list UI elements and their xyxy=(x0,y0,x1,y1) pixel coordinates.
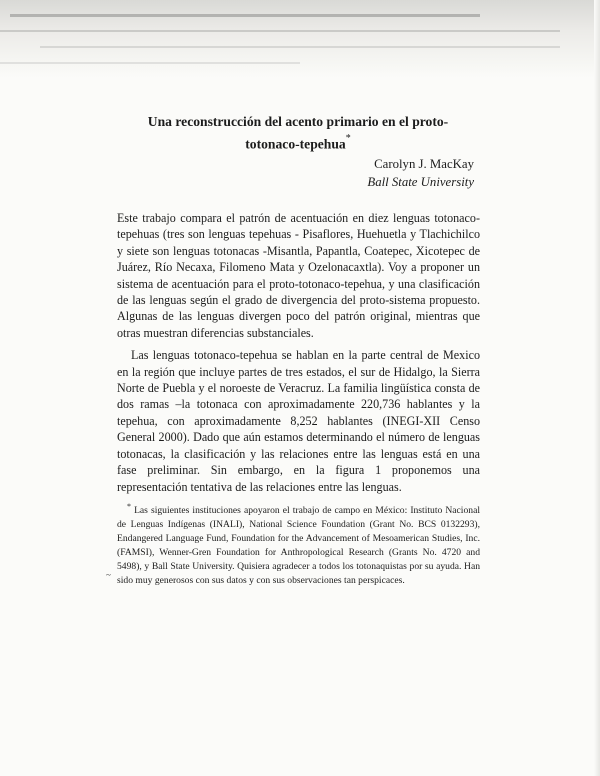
title-line-2: totonaco-tepehua* xyxy=(245,133,351,152)
footnote xyxy=(117,500,480,588)
scan-artifact-line xyxy=(0,30,560,32)
title-line-1: Una reconstrucción del acento primario en el proto- xyxy=(147,114,449,129)
body-text xyxy=(117,210,480,501)
footnote-text: Las siguientes instituciones apoyaron el trabajo de campo en México: Instituto Nacional de Lenguas Indígenas (INALI), National Science Foundation (Grant No. BCS 0132293), Endangered Language Fund, Foundation for the Advancement of Mesoamerican Studies, Inc. (FAMSI), Wenner-Gren Foundation for Anthropological Research (Grants No. 4720 and 5498), y Ball State University. Quisiera agradecer a todos los totonaquistas por su ayuda. Han sido muy generosos con sus datos y con sus observaciones tan perspicaces. xyxy=(117,505,480,587)
author-name: Carolyn J. MacKay xyxy=(374,157,474,171)
paragraph-1: Este trabajo compara el patrón de acentuación en diez lenguas totonaco-tepehuas (tres son lenguas tepehuas - Pisaflores, Huehuetla y Tlachichilco y siete son lenguas totonacas -Misantla, Papantla, Coatepec, Xicotepec de Juárez, Río Necaxa, Filomeno Mata y Ozelonacaxtla). Voy a proponer un sistema de acentuación para el proto-totonaco-tepehua, y una clasificación de las lenguas según el grado de divergencia del proto-sistema propuesto. Algunas de las lenguas divergen poco del patrón original, mientras que otras muestran diferencias substanciales. xyxy=(117,211,480,340)
scan-artifact-line xyxy=(0,62,300,64)
page-edge-shadow xyxy=(594,0,600,776)
footnote-marker-bottom: * xyxy=(127,502,131,511)
scan-artifact-band xyxy=(0,0,600,78)
margin-mark: ~ xyxy=(106,570,111,580)
author-block xyxy=(367,155,474,191)
paper-title xyxy=(118,112,478,154)
scan-artifact-line xyxy=(10,14,480,17)
paragraph-2: Las lenguas totonaco-tepehua se hablan en la parte central de Mexico en la región que incluye partes de tres estados, el sur de Hidalgo, la Sierra Norte de Puebla y el noroeste de Veracruz. La familia lingüística consta de dos ramas –la totonaca con aproximadamente 220,736 hablantes y la tepehua, con aproximadamente 8,252 hablantes (INEGI-XII Censo General 2000). Dado que aún estamos determinando el número de lenguas totonacas, la clasificación y las relaciones entre las lenguas está en una fase preliminar. Sin embargo, en la figura 1 proponemos una representación tentativa de las relaciones entre las lenguas. xyxy=(117,348,480,494)
author-affiliation: Ball State University xyxy=(367,175,474,189)
footnote-marker: * xyxy=(345,133,351,144)
scan-artifact-line xyxy=(40,46,560,48)
